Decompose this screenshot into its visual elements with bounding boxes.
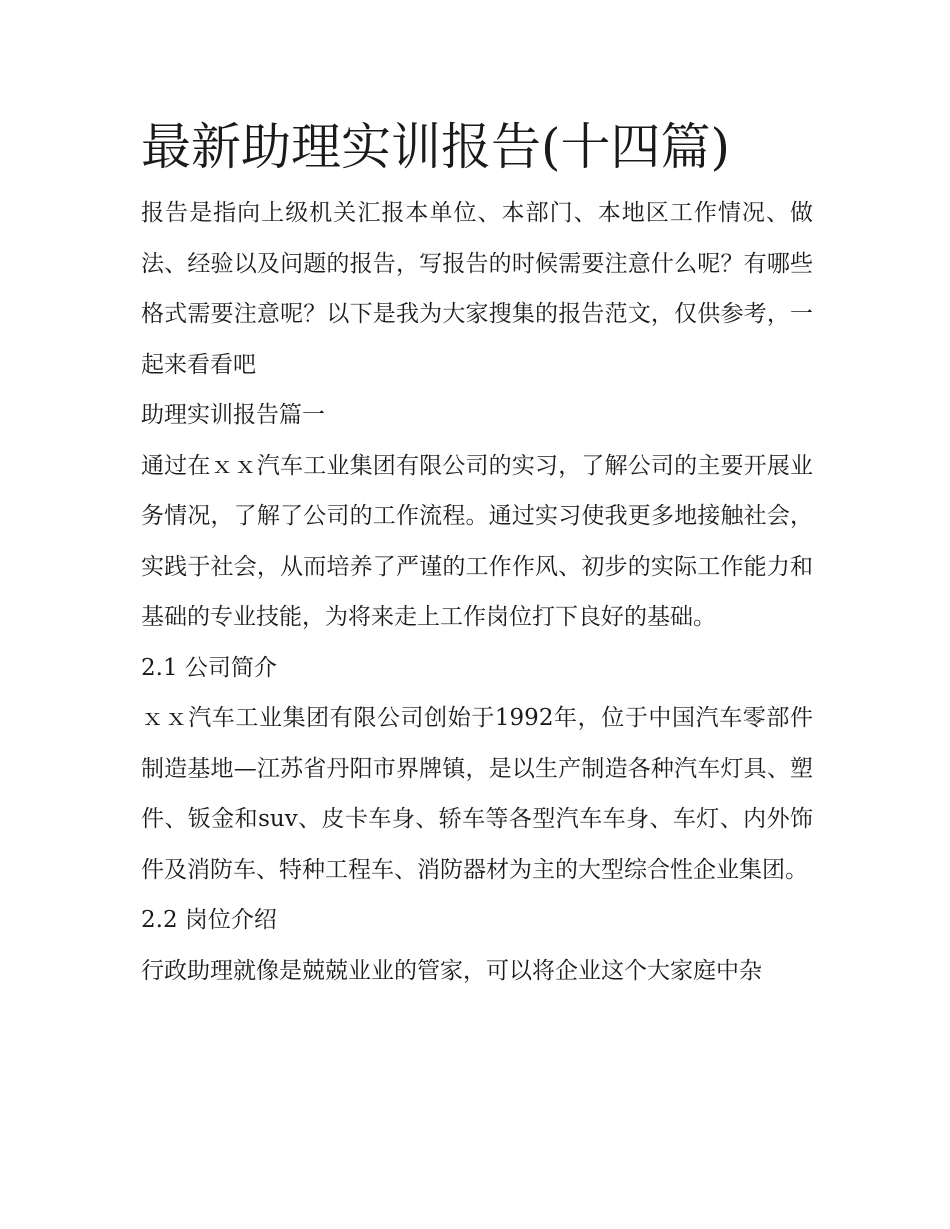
company-intro-paragraph: ｘｘ汽车工业集团有限公司创始于1992年，位于中国汽车零部件制造基地—江苏省丹阳市界牌镇，是以生产制造各种汽车灯具、塑件、钣金和suv、皮卡车身、轿车等各型汽车车身、车灯、内外饰件及消防车、特种工程车、消防器材为主的大型综合性企业集团。: [141, 705, 813, 883]
internship-summary-paragraph: 通过在ｘｘ汽车工业集团有限公司的实习，了解公司的主要开展业务情况，了解了公司的工作流程。通过实习使我更多地接触社会，实践于社会，从而培养了严谨的工作作风、初步的实际工作能力和基础的专业技能，为将来走上工作岗位打下良好的基础。: [141, 452, 813, 630]
position-intro-paragraph: 行政助理就像是兢兢业业的管家，可以将企业这个大家庭中杂: [141, 957, 762, 984]
section-heading-company-intro: 2.1 公司简介: [141, 654, 277, 681]
section-heading-part-one: 助理实训报告篇一: [141, 402, 325, 428]
document-page: [141, 112, 813, 996]
section-heading-position-intro: 2.2 岗位介绍: [141, 907, 277, 933]
intro-paragraph: 报告是指向上级机关汇报本单位、本部门、本地区工作情况、做法、经验以及问题的报告，写报告的时候需要注意什么呢？有哪些格式需要注意呢？以下是我为大家搜集的报告范文，仅供参考，一起来看看吧: [141, 200, 813, 378]
document-body: [141, 188, 813, 996]
document-title: 最新助理实训报告(十四篇): [141, 118, 731, 176]
